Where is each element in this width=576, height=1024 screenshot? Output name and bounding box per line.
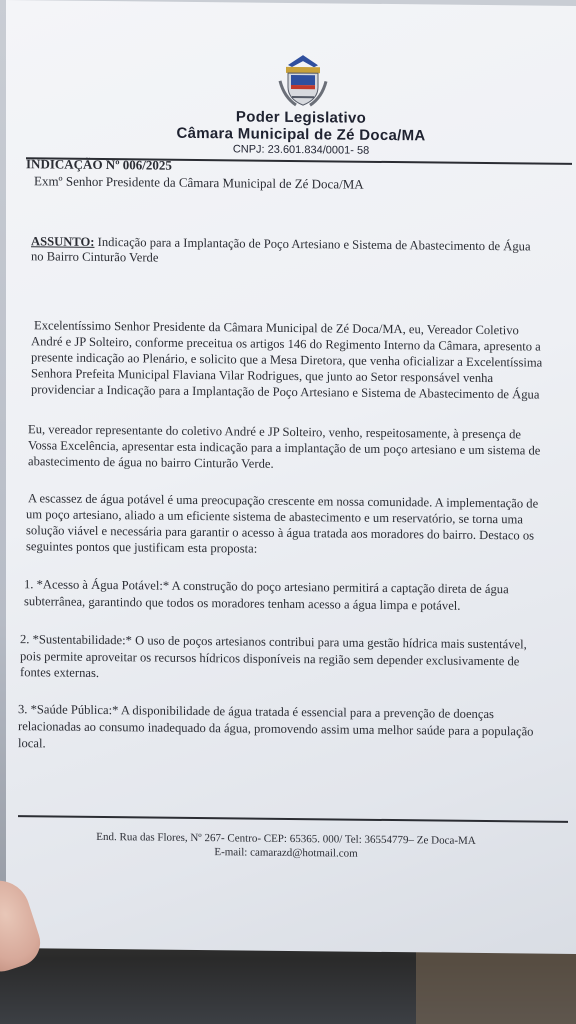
footer-address: End. Rua das Flores, Nº 267- Centro- CEP: 65365. 000/ Tel: 36554779– Ze Doca-MA	[96, 830, 476, 847]
paragraph-1-line: Senhora Prefeita Municipal Flaviana Vilar Rodrigues, que junto ao Setor responsável venha	[31, 366, 494, 386]
subject-text: Indicação para a Implantação de Poço Artesiano e Sistema de Abastecimento de Água	[97, 234, 531, 254]
table-edge	[416, 950, 576, 1024]
paragraph-1-line: Excelentíssimo Senhor Presidente da Câmara Municipal de Zé Doca/MA, eu, Vereador Coletivo	[34, 318, 519, 338]
list-item-3-line: relacionadas ao consumo inadequado da água, promovendo assim uma melhor saúde para a população	[18, 719, 534, 739]
list-item-3-line: 3. *Saúde Pública:* A disponibilidade de água tratada é essencial para a prevenção de doenças	[18, 702, 494, 722]
list-item-2-line: fontes externas.	[20, 665, 100, 680]
paragraph-3-line: solução viável e necessária para garantir o acesso à água tratada aos moradores do bairro. Destaco os	[26, 523, 535, 543]
list-item-1-line: 1. *Acesso à Água Potável:* A construção do poço artesiano permitirá a captação direta de água	[24, 577, 509, 597]
municipal-seal-logo	[274, 53, 332, 112]
footer-divider	[18, 815, 568, 823]
addressee: Exmº Senhor Presidente da Câmara Municipal de Zé Doca/MA	[34, 173, 364, 192]
paragraph-3-line: A escassez de água potável é uma preocupação crescente em nossa comunidade. A implementação de	[28, 491, 539, 511]
paragraph-1-line: presente indicação ao Plenário, e solicito que a Mesa Diretora, que venha oficializar a Excelentíssima	[31, 350, 543, 370]
document-reference: INDICAÇÃO Nº 006/2025	[26, 156, 172, 173]
list-item-2-line: 2. *Sustentabilidade:* O uso de poços artesianos contribui para uma gestão hídrica mais sustentável,	[20, 632, 527, 652]
footer-email: E-mail: camarazd@hotmail.com	[214, 846, 358, 860]
paragraph-1-line: André e JP Solteiro, conforme preceitua os artigos 146 do Regimento Interno da Câmara, apresento a	[31, 334, 541, 354]
header-line-1: Poder Legislativo	[235, 108, 367, 127]
list-item-3-line: local.	[18, 736, 46, 751]
list-item-2-line: pois permite aproveitar os recursos hídricos disponíveis na região sem depender exclusivamente de	[20, 649, 520, 669]
subject-text-line-2: no Bairro Cinturão Verde	[31, 249, 159, 265]
paragraph-2-line: abastecimento de água no bairro Cinturão Verde.	[28, 454, 274, 471]
paragraph-1-line: providenciar a Indicação para a Implantação de Poço Artesiano e Sistema de Abastecimento de Água	[31, 382, 540, 402]
header-line-2: Câmara Municipal de Zé Doca/MA	[176, 124, 426, 145]
paragraph-3-line: seguintes pontos que justificam esta proposta:	[26, 539, 258, 556]
subject-label: ASSUNTO:	[31, 234, 95, 249]
paragraph-3-line: um poço artesiano, aliado a um eficiente sistema de abastecimento e um reservatório, se torna uma	[26, 507, 523, 527]
document-page	[6, 0, 576, 954]
list-item-1-line: subterrânea, garantindo que todos os moradores tenham acesso a água limpa e potável.	[24, 594, 461, 613]
paragraph-2-line: Eu, vereador representante do coletivo André e JP Solteiro, venho, respeitosamente, à presença de	[28, 422, 521, 442]
header-cnpj: CNPJ: 23.601.834/0001- 58	[232, 143, 370, 157]
paragraph-2-line: Vossa Excelência, apresentar esta indicação para a implantação de um poço artesiano e um sistema de	[28, 438, 541, 458]
